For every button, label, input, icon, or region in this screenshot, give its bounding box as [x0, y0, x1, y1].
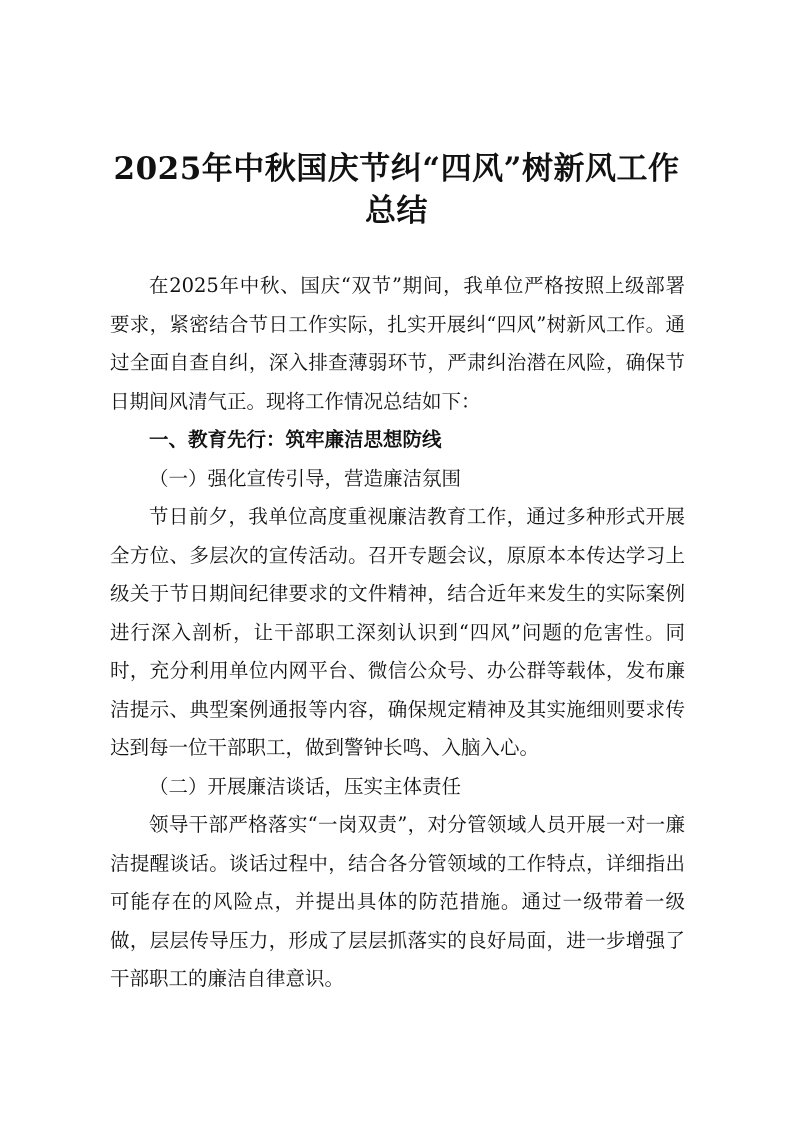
section-heading: 一、教育先行：筑牢廉洁思想防线 — [149, 428, 442, 451]
document-title: 2025年中秋国庆节纠“四风”树新风工作总结 — [113, 151, 680, 229]
body-paragraph: 领导干部严格落实“一岗双责”，对分管领域人员开展一对一廉洁提醒谈话。谈话过程中，结合各分管领域的工作特点，详细指出可能存在的风险点，并提出具体的防范措施。通过一级带着一级做，层层传导压力，形成了层层抓落实的良好局面，进一步增强了干部职工的廉洁自律意识。 — [110, 813, 685, 990]
document-body — [110, 267, 685, 999]
body-paragraph: 节日前夕，我单位高度重视廉洁教育工作，通过多种形式开展全方位、多层次的宣传活动。召开专题会议，原原本本传达学习上级关于节日期间纪律要求的文件精神，结合近年来发生的实际案例进行深入剖析，让干部职工深刻认识到“四风”问题的危害性。同时，充分利用单位内网平台、微信公众号、办公群等载体，发布廉洁提示、典型案例通报等内容，确保规定精神及其实施细则要求传达到每一位干部职工，做到警钟长鸣、入脑入心。 — [110, 505, 685, 759]
subsection-heading: （二）开展廉洁谈话，压实主体责任 — [149, 774, 462, 798]
subsection-heading: （一）强化宣传引导，营造廉洁氛围 — [149, 466, 462, 490]
intro-paragraph: 在2025年中秋、国庆“双节”期间，我单位严格按照上级部署要求，紧密结合节日工作实际，扎实开展纠“四风”树新风工作。通过全面自查自纠，深入排查薄弱环节，严肃纠治潜在风险，确保节日期间风清气正。现将工作情况总结如下： — [110, 274, 685, 413]
